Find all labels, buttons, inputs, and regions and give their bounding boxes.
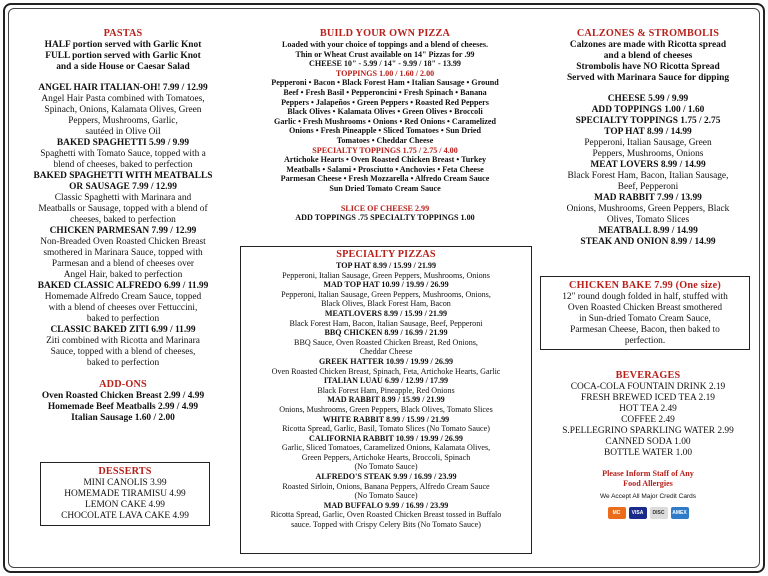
pasta-item-desc: cheeses, baked to perfection (70, 215, 176, 225)
pasta-item-desc: Parmesan and a blend of cheeses over (51, 259, 195, 269)
specialty-pizza-name: CALIFORNIA RABBIT 10.99 / 19.99 / 26.99 (309, 433, 463, 443)
byop-cheese-price: CHEESE 10" - 5.99 / 14" - 9.99 / 18" - 13.99 (309, 59, 461, 69)
pizza-column (236, 28, 534, 223)
pastas-column (14, 28, 232, 424)
specialty-pizza-name: BBQ CHICKEN 8.99 / 16.99 / 21.99 (324, 328, 448, 338)
beverage-item: S.PELLEGRINO SPARKLING WATER 2.99 (562, 426, 734, 436)
pasta-item-name: CHICKEN PARMESAN 7.99 / 12.99 (49, 226, 197, 236)
specialty-pizza-name: MAD TOP HAT 10.99 / 19.99 / 26.99 (323, 280, 449, 290)
addon-item: Homemade Beef Meatballs 2.99 / 4.99 (47, 402, 199, 412)
pasta-item-desc: Ziti combined with Ricotta and Marinara (46, 336, 200, 346)
pasta-item-desc: with a blend of cheeses over Fettuccini, (48, 303, 198, 313)
pasta-item-desc: Homemade Alfredo Cream Sauce, topped (44, 292, 202, 302)
pasta-item-desc: smothered in Marinara Sauce, topped with (43, 248, 203, 258)
byop-title: BUILD YOUR OWN PIZZA (319, 28, 451, 39)
calzones-intro: Served with Marinara Sauce for dipping (566, 73, 730, 83)
specialty-pizza-desc: Black Forest Ham, Pineapple, Red Onions (317, 385, 455, 395)
pasta-item-desc: Angel Hair Pasta combined with Tomatoes, (41, 94, 205, 104)
specialty-pizza-name: TOP HAT 8.99 / 15.99 / 21.99 (335, 261, 437, 270)
credit-cards-text: We Accept All Major Credit Cards (600, 493, 696, 501)
pasta-item-name: OR SAUSAGE 7.99 / 12.99 (69, 182, 177, 192)
specialty-pizza-desc: Cheddar Cheese (359, 347, 413, 357)
beverages-title: BEVERAGES (615, 370, 681, 381)
beverage-item: HOT TEA 2.49 (619, 404, 677, 414)
chicken-bake-desc: in Sun-dried Tomato Cream Sauce, (579, 314, 711, 324)
allergy-notice: Food Allergies (623, 478, 673, 488)
pastas-intro: and a side House or Caesar Salad (56, 62, 190, 72)
byop-intro: Loaded with your choice of toppings and a blend of cheeses. (281, 40, 489, 49)
pastas-intro: HALF portion served with Garlic Knot (44, 40, 202, 50)
beverage-item: CANNED SODA 1.00 (605, 437, 691, 447)
specialty-pizza-desc: sauce. Topped with Crispy Celery Bits (No Tomato Sauce) (291, 520, 481, 530)
specialty-pizzas-box (240, 246, 532, 554)
calzone-add-toppings: ADD TOPPINGS 1.00 / 1.60 (591, 105, 705, 115)
specialty-pizza-name: MAD BUFFALO 9.99 / 16.99 / 23.99 (323, 500, 449, 510)
calzones-intro: Strombolis have NO Ricotta Spread (576, 62, 720, 72)
calzones-intro: and a blend of cheeses (603, 51, 693, 61)
calzones-title: CALZONES & STROMBOLIS (576, 28, 720, 39)
specialty-toppings-line: Parmesan Cheese • Fresh Mozzarella • Alfredo Cream Sauce (280, 174, 490, 184)
slice-title: SLICE OF CHEESE 2.99 (340, 203, 430, 213)
chicken-bake-title: CHICKEN BAKE 7.99 (One size) (569, 280, 721, 291)
specialty-pizza-name: ALFREDO'S STEAK 9.99 / 16.99 / 23.99 (315, 472, 457, 482)
beverage-item: COCA-COLA FOUNTAIN DRINK 2.19 (570, 382, 726, 392)
calzone-item-desc: Pepperoni, Italian Sausage, Green (584, 138, 712, 148)
specialty-toppings-line: Artichoke Hearts • Oven Roasted Chicken Breast • Turkey (283, 155, 486, 165)
specialty-pizza-name: ITALIAN LUAU 6.99 / 12.99 / 17.99 (323, 376, 449, 386)
beverage-item: COFFEE 2.49 (621, 415, 675, 425)
pastas-title: PASTAS (103, 28, 143, 39)
byop-intro: Thin or Wheat Crust available on 14" Pizzas for .99 (295, 49, 475, 59)
toppings-line: Garlic • Fresh Mushrooms • Onions • Red Onions • Caramelized (274, 116, 496, 126)
mastercard-icon: MC (608, 507, 626, 519)
specialty-pizza-name: GREEK HATTER 10.99 / 19.99 / 26.99 (318, 356, 454, 366)
pasta-item-desc: sautéed in Olive Oil (85, 127, 161, 137)
credit-card-logos (540, 507, 756, 519)
pasta-item-name: CLASSIC BAKED ZITI 6.99 / 11.99 (50, 325, 196, 335)
desserts-title: DESSERTS (98, 466, 152, 477)
specialty-pizza-desc: Garlic, Sliced Tomatoes, Caramelized Onions, Kalamata Olives, (281, 443, 491, 453)
specialty-pizza-desc: Black Forest Ham, Bacon, Italian Sausage, Beef, Pepperoni (289, 318, 483, 328)
beverage-item: FRESH BREWED ICED TEA 2.19 (581, 393, 715, 403)
specialty-pizza-name: MEATLOVERS 8.99 / 15.99 / 21.99 (324, 308, 448, 318)
pasta-item-name: BAKED CLASSIC ALFREDO 6.99 / 11.99 (37, 281, 209, 291)
pasta-item-name: ANGEL HAIR ITALIAN-OH! 7.99 / 12.99 (38, 83, 208, 93)
pasta-item-desc: Angel Hair, baked to perfection (63, 270, 183, 280)
chicken-bake-box (540, 276, 750, 350)
specialty-pizza-desc: (No Tomato Sauce) (354, 491, 418, 501)
calzone-item-desc: Olives, Tomato Slices (606, 215, 690, 225)
pasta-item-desc: Spinach, Onions, Kalamata Olives, Green (44, 105, 202, 115)
addon-item: Italian Sausage 1.60 / 2.00 (71, 413, 175, 423)
toppings-title: TOPPINGS 1.00 / 1.60 / 2.00 (335, 68, 435, 78)
calzone-specialty-toppings: SPECIALTY TOPPINGS 1.75 / 2.75 (575, 116, 721, 126)
specialty-pizzas-title: SPECIALTY PIZZAS (336, 249, 436, 260)
specialty-toppings-line: Sun Dried Tomato Cream Sauce (329, 183, 441, 193)
pasta-item-desc: Sauce, topped with a blend of cheeses, (50, 347, 196, 357)
addons-title: ADD-ONS (99, 379, 147, 390)
slice-toppings-line: ADD TOPPINGS .75 SPECIALTY TOPPINGS 1.00 (295, 213, 475, 223)
pasta-item-desc: blend of cheeses, baked to perfection (53, 160, 193, 170)
specialty-pizza-desc: Roasted Sirloin, Onions, Banana Peppers, Alfredo Cream Sauce (282, 481, 490, 491)
calzone-item-name: MAD RABBIT 7.99 / 13.99 (594, 193, 702, 203)
specialty-toppings-title: SPECIALTY TOPPINGS 1.75 / 2.75 / 4.00 (312, 145, 458, 155)
chicken-bake-desc: 12" round dough folded in half, stuffed with (562, 292, 728, 302)
calzone-item-desc: Peppers, Mushrooms, Onions (592, 149, 704, 159)
calzone-item-desc: Black Forest Ham, Bacon, Italian Sausage, (567, 171, 729, 181)
toppings-line: Onions • Fresh Pineapple • Sliced Tomatoes • Sun Dried (288, 126, 482, 136)
specialty-pizza-desc: Green Peppers, Artichoke Hearts, Broccoli, Spinach (301, 452, 471, 462)
chicken-bake-desc: Parmesan Cheese, Bacon, then baked to (570, 325, 720, 335)
allergy-notice: Please Inform Staff of Any (602, 469, 694, 478)
pasta-item-desc: baked to perfection (86, 358, 160, 368)
calzone-steak-onion: STEAK AND ONION 8.99 / 14.99 (580, 237, 716, 247)
calzone-item-desc: Onions, Mushrooms, Green Peppers, Black (566, 204, 730, 214)
visa-icon: VISA (629, 507, 647, 519)
pasta-item-desc: Peppers, Mushrooms, Garlic, (68, 116, 178, 126)
specialty-pizza-desc: Oven Roasted Chicken Breast, Spinach, Feta, Artichoke Hearts, Garlic (271, 366, 501, 376)
toppings-line: Black Olives • Kalamata Olives • Green Olives • Broccoli (287, 107, 483, 117)
pasta-item-name: BAKED SPAGHETTI WITH MEATBALLS (33, 171, 213, 181)
pasta-item-desc: Spaghetti with Tomato Sauce, topped with a (40, 149, 206, 159)
toppings-line: Tomatoes • Cheddar Cheese (336, 135, 434, 145)
toppings-line: Peppers • Jalapeños • Green Peppers • Roasted Red Peppers (281, 97, 489, 107)
specialty-pizza-desc: Ricotta Spread, Garlic, Oven Roasted Chicken Breast tossed in Buffalo (270, 510, 502, 520)
chicken-bake-desc: perfection. (624, 336, 666, 346)
pasta-item-desc: Classic Spaghetti with Marinara and (54, 193, 192, 203)
amex-icon: AMEX (671, 507, 689, 519)
calzone-item-name: TOP HAT 8.99 / 14.99 (604, 127, 692, 137)
specialty-pizza-desc: Pepperoni, Italian Sausage, Green Peppers, Mushrooms, Onions, (281, 289, 491, 299)
dessert-item: CHOCOLATE LAVA CAKE 4.99 (61, 511, 189, 521)
specialty-pizza-desc: Black Olives, Black Forest Ham, Bacon (321, 299, 451, 309)
discover-icon: DISC (650, 507, 668, 519)
specialty-pizza-desc: Ricotta Spread, Garlic, Basil, Tomato Slices (No Tomato Sauce) (282, 424, 490, 434)
beverages-section (540, 370, 756, 519)
calzone-item-name: MEAT LOVERS 8.99 / 14.99 (590, 160, 706, 170)
specialty-pizza-desc: (No Tomato Sauce) (354, 462, 418, 472)
pasta-item-desc: Meatballs or Sausage, topped with a blend of (38, 204, 208, 214)
specialty-pizza-desc: Pepperoni, Italian Sausage, Green Peppers, Mushrooms, Onions (282, 270, 490, 280)
dessert-item: LEMON CAKE 4.99 (85, 500, 165, 510)
dessert-item: HOMEMADE TIRAMISU 4.99 (64, 489, 186, 499)
pasta-item-desc: Non-Breaded Oven Roasted Chicken Breast (40, 237, 206, 247)
specialty-pizza-name: WHITE RABBIT 8.99 / 15.99 / 21.99 (322, 414, 450, 424)
calzones-column (540, 28, 756, 248)
toppings-line: Beef • Fresh Basil • Pepperoncini • Fresh Spinach • Banana (283, 87, 487, 97)
beverage-item: BOTTLE WATER 1.00 (603, 448, 693, 458)
calzones-intro: Calzones are made with Ricotta spread (569, 40, 727, 50)
pastas-intro: FULL portion served with Garlic Knot (45, 51, 201, 61)
calzone-cheese-price: CHEESE 5.99 / 9.99 (607, 94, 689, 104)
dessert-item: MINI CANOLIS 3.99 (83, 478, 167, 488)
calzone-item-desc: Beef, Pepperoni (617, 182, 679, 192)
specialty-pizza-name: MAD RABBIT 8.99 / 15.99 / 21.99 (327, 395, 445, 405)
desserts-box (40, 462, 210, 526)
pasta-item-desc: baked to perfection (86, 314, 160, 324)
addon-item: Oven Roasted Chicken Breast 2.99 / 4.99 (41, 391, 205, 401)
chicken-bake-desc: Oven Roasted Chicken Breast smothered (567, 303, 723, 313)
calzone-meatball: MEATBALL 8.99 / 14.99 (598, 226, 698, 236)
pasta-item-name: BAKED SPAGHETTI 5.99 / 9.99 (56, 138, 190, 148)
specialty-toppings-line: Meatballs • Salami • Prosciutto • Anchovies • Feta Cheese (286, 164, 484, 174)
toppings-line: Pepperoni • Bacon • Black Forest Ham • Italian Sausage • Ground (271, 78, 499, 88)
specialty-pizza-desc: Onions, Mushrooms, Green Peppers, Black Olives, Tomato Slices (279, 404, 493, 414)
specialty-pizza-desc: BBQ Sauce, Oven Roasted Chicken Breast, Red Onions, (294, 337, 478, 347)
